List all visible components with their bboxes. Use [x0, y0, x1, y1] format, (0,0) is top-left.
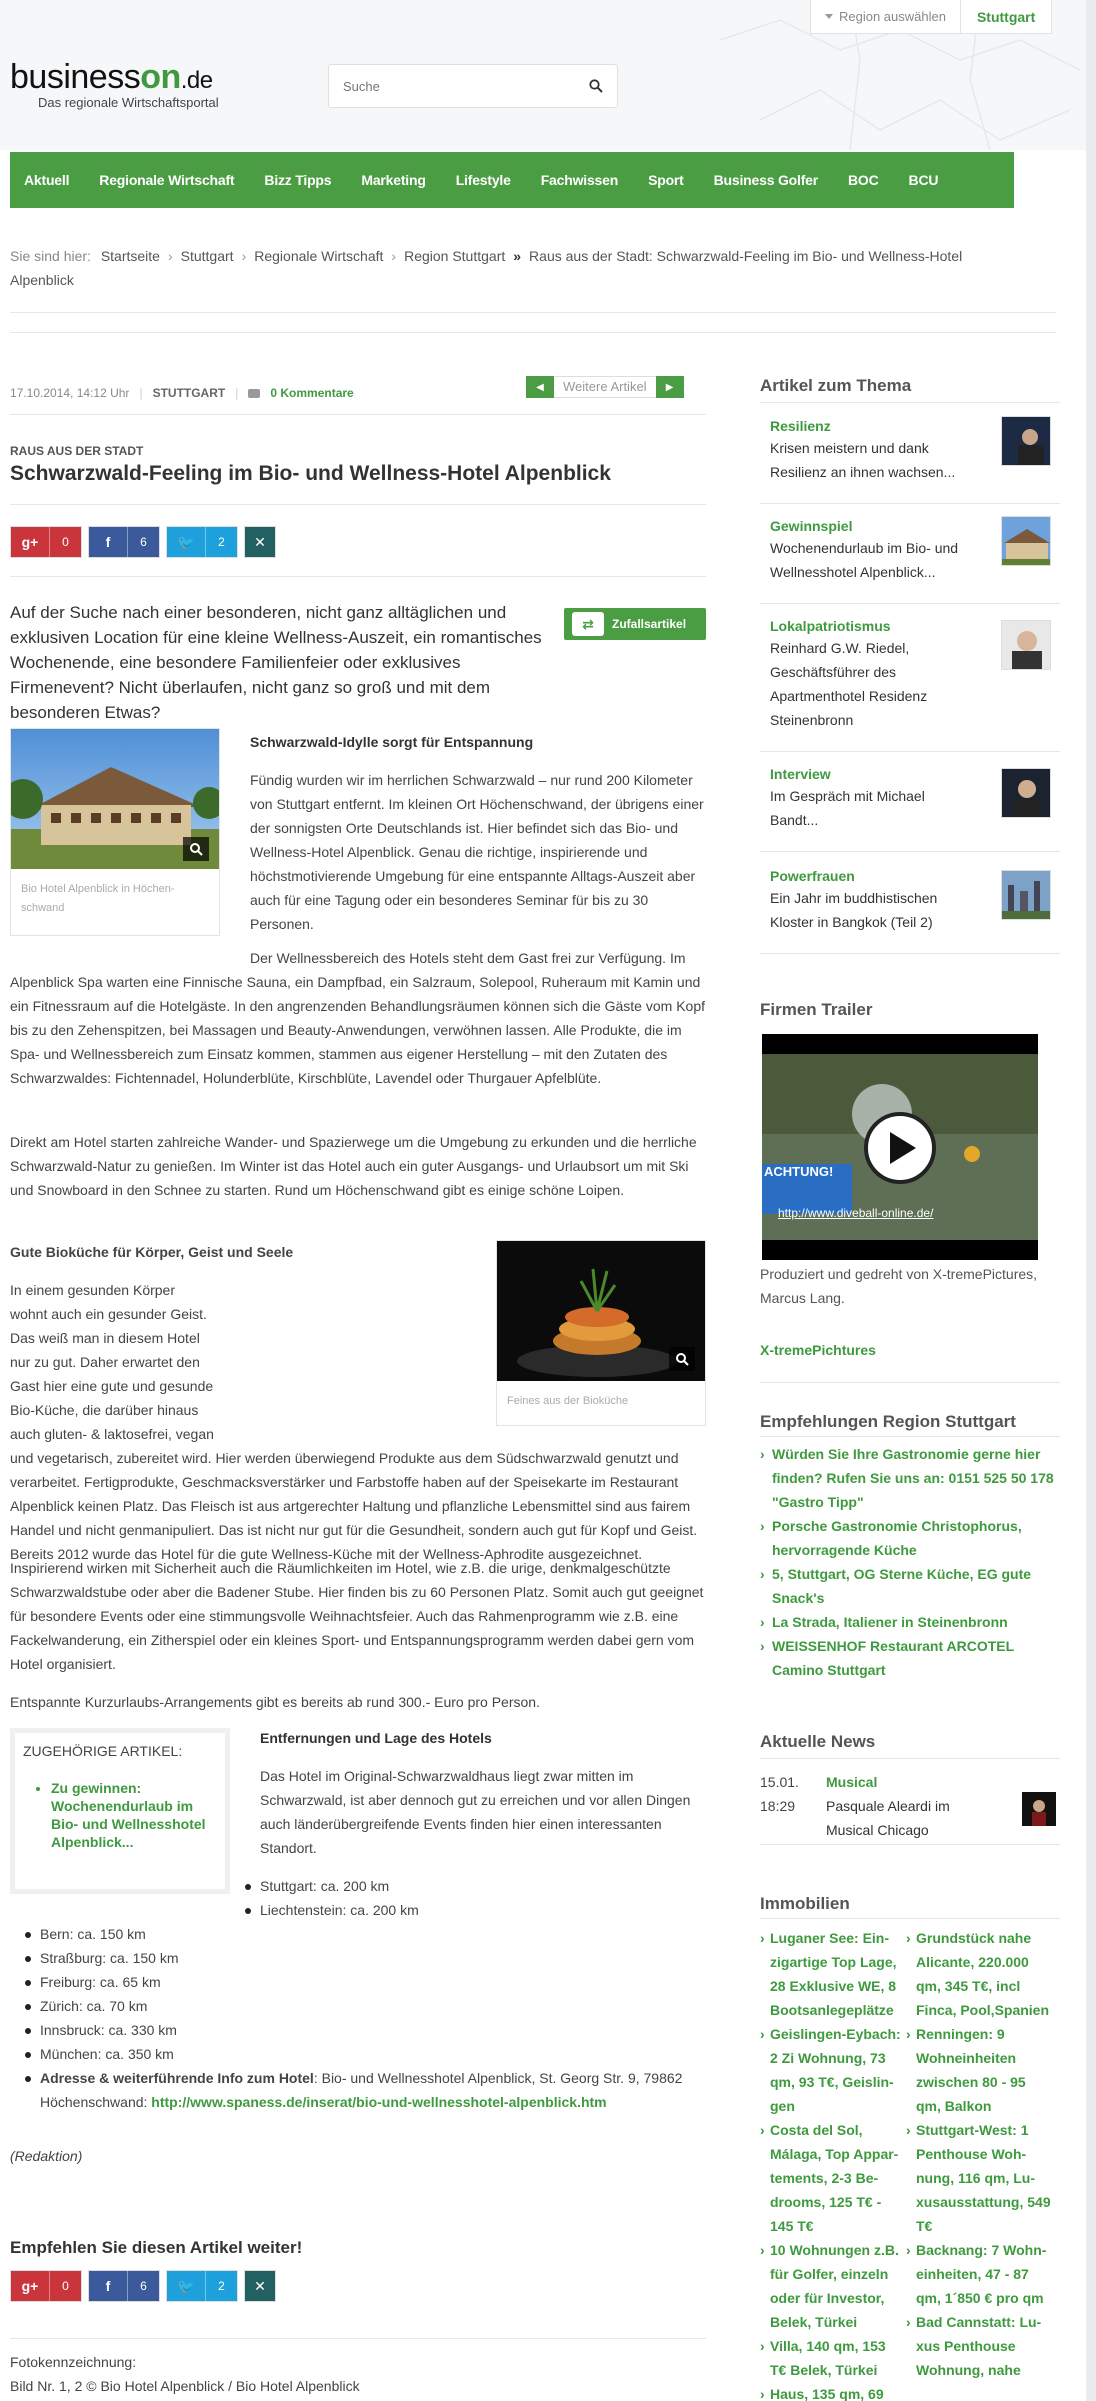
article-date: 17.10.2014, 14:12 Uhr: [10, 386, 130, 400]
xing-icon: ✕: [254, 2277, 266, 2294]
logo[interactable]: [10, 58, 219, 110]
news-item[interactable]: [826, 1770, 996, 1842]
region-selector: [810, 0, 1052, 34]
distance-item: Straßburg: ca. 150 km: [10, 1946, 706, 1970]
nav-item-regionale-wirtschaft[interactable]: Regionale Wirtschaft: [99, 172, 235, 188]
twitter-icon: 🐦: [177, 2277, 195, 2294]
facebook-share-button[interactable]: [88, 2270, 160, 2302]
region-city-link[interactable]: Stuttgart: [976, 9, 1036, 25]
topic-title: Reinhard G.W. Riedel, Geschäftsführer des Apartmenthotel Residenz Steinenbronn: [770, 640, 928, 728]
distance-item: Freiburg: ca. 65 km: [10, 1970, 706, 1994]
photo-credits-label: Fotokennzeichnung:: [10, 2354, 137, 2370]
topic-thumbnail[interactable]: [1001, 620, 1051, 670]
breadcrumb-item[interactable]: Stuttgart: [180, 248, 234, 264]
divider: [760, 1382, 1060, 1383]
divider: [760, 1918, 1060, 1919]
distance-list-a: [230, 1874, 690, 1922]
breadcrumb: Sie sind hier: Startseite › Stuttgart › Regionale Wirtschaft › Region Stuttgart » Raus aus der Stadt: Schwarzwald-Feeling im Bio- und Wellness-Hotel Alpenblick: [10, 248, 963, 288]
topic-thumbnail[interactable]: [1001, 416, 1051, 466]
trailer-caption: Produziert und gedreht von X-tremePictures, Marcus Lang.: [760, 1266, 1038, 1306]
hotel-website-link[interactable]: http://www.spaness.de/inserat/bio-und-wellnesshotel-alpenblick.htm: [151, 2094, 607, 2110]
article-lead: Auf der Suche nach einer besonderen, nicht ganz alltäglichen und exklusiven Location für eine kleine Wellness-Auszeit, ein romantisches Wochenende, eine besondere Familienfeier oder exklusives Firmenevent? Nicht überlaufen, nicht ganz so groß und mit dem besonderen Etwas?: [10, 603, 542, 722]
video-overlay-url: http://www.diveball-online.de/: [778, 1206, 934, 1220]
real-estate-link[interactable]: Geislingen-Eybach: 2 Zi Wohnung, 73 qm, 93 T€, Geislin-gen: [770, 2026, 901, 2114]
distance-item: Zürich: ca. 70 km: [10, 1994, 706, 2018]
real-estate-link[interactable]: Renningen: 9 Wohneinheiten zwischen 80 - 95 qm, Balkon: [916, 2026, 1026, 2114]
breadcrumb-item[interactable]: Region Stuttgart: [404, 248, 506, 264]
twitter-icon: 🐦: [177, 533, 195, 550]
divider: [10, 2338, 706, 2339]
list-item: [760, 1610, 1060, 1634]
previous-article-button[interactable]: ◀: [526, 376, 554, 398]
topic-category: Gewinnspiel: [770, 518, 853, 534]
breadcrumb-label: Sie sind hier:: [10, 248, 91, 264]
logo-text-tld: .de: [180, 67, 213, 94]
divider: [10, 332, 1056, 333]
random-article-label: Zufallsartikel: [612, 617, 687, 631]
random-article-button[interactable]: [564, 608, 706, 640]
recommendation-link[interactable]: Porsche Gastronomie Christophorus, hervorragende Küche: [772, 1518, 1022, 1558]
distance-item: München: ca. 350 km: [10, 2042, 706, 2066]
topic-category: Interview: [770, 766, 831, 782]
recommendations-list: [760, 1442, 1060, 1682]
topic-title: Wochenendurlaub im Bio- und Wellnesshotel Alpenblick...: [770, 540, 959, 580]
zoom-icon[interactable]: [183, 837, 209, 861]
facebook-share-button[interactable]: [88, 526, 160, 558]
recommendation-link[interactable]: Würden Sie Ihre Gastronomie gerne hier finden? Rufen Sie uns an: 0151 525 50 178 "Gastro Tipp": [772, 1446, 1054, 1510]
search-input[interactable]: [329, 65, 569, 107]
address-label: Adresse & weiterführende Info zum Hotel: [40, 2070, 314, 2086]
twitter-count: 2: [205, 527, 237, 557]
gplus-share-button[interactable]: [10, 2270, 82, 2302]
article-paragraph: Inspirierend wirken mit Sicherheit auch die Räumlichkeiten im Hotel, wie z.B. die urige, denkmalgeschützte Schwarzwaldstube oder aber die Badener Stube. Hier finden bis zu 60 Personen Platz. Somit auch gut geeignet für besondere Events oder eine stimmungsvolle Weihnachtsfeier. Auch das Rahmenprogramm wie z.B. eine Fackelwanderung, ein Zitherspiel oder ein kleines Sport- und Entspannungsprogramm werden dabei gern vom Hotel organisiert.: [10, 1560, 704, 1672]
article-section-3: [260, 1726, 706, 1860]
news-thumbnail[interactable]: [1022, 1792, 1056, 1826]
real-estate-column-right: [906, 1926, 1051, 2382]
recommendation-link[interactable]: 5, Stuttgart, OG Sterne Küche, EG gute Snack's: [772, 1566, 1032, 1606]
divider: [760, 1844, 1060, 1845]
article-paragraph: Entspannte Kurzurlaubs-Arrangements gibt es bereits ab rund 300.- Euro pro Person.: [10, 1694, 540, 1710]
nav-item-bizz-tipps[interactable]: Bizz Tipps: [264, 172, 332, 188]
trailer-heading: Firmen Trailer: [760, 1000, 873, 1019]
share-bar-bottom: [10, 2270, 276, 2302]
region-dropdown-label: Region auswählen: [839, 8, 946, 24]
breadcrumb-current: Raus aus der Stadt: Schwarzwald-Feeling im Bio- und Wellness-Hotel Alpenblick: [10, 248, 963, 288]
topic-title: Ein Jahr im buddhistischen Kloster in Bangkok (Teil 2): [770, 890, 938, 930]
photo-credits: Bild Nr. 1, 2 © Bio Hotel Alpenblick / Bio Hotel Alpenblick: [10, 2378, 360, 2394]
article-paragraph: Der Wellnessbereich des Hotels steht dem Gast frei zur Verfügung. Im Alpenblick Spa warten eine Finnische Sauna, ein Dampfbad, ein Salzraum, Solepool, Ruheraum mit Kamin und ein Fitnessraum auf die Hotelgäste. In den angrenzenden Behandlungsräumen können sich die Gäste vom Kopf bis zu den Zehenspitzen, bei Massagen und Beauty-Anwendungen, verwöhnen lassen. Alle Produkte, die im Spa- und Wellnessbereich zum Einsatz kommen, stammen aus eigener Herstellung – mit den Zutaten des Schwarzwaldes: Fichtennadel, Holunderblüte, Kirschblüte, Lavendel oder Thurgauer Apfelblüte.: [10, 950, 705, 1086]
article-paragraph: Fündig wurden wir im herrlichen Schwarzwald – nur rund 200 Kilometer von Stuttgart entfernt. Im kleinen Ort Höchenschwand, der übrigens einer der sonnigsten Orte Deutschlands ist. Hier befindet sich das Bio- und Wellness-Hotel Alpenblick. Genau die richtige, inspirierende und höchstmotivierende Umgebung für eine entspannte Alltags-Auszeit aber auch für eine Tagung oder ein besonderes Seminar für bis zu 30 Personen.: [250, 772, 704, 932]
page-edge: [1086, 0, 1096, 2401]
logo-tagline: Das regionale Wirtschaftsportal: [38, 95, 219, 110]
hotel-image-figure: [10, 728, 220, 936]
xing-share-button[interactable]: [244, 2270, 276, 2302]
recommendation-link[interactable]: La Strada, Italiener in Steinenbronn: [772, 1614, 1008, 1630]
search-box: [328, 64, 618, 108]
topic-category: Resilienz: [770, 418, 831, 434]
article-subheading: Schwarzwald-Idylle sorgt für Entspannung: [250, 734, 534, 750]
nav-item-sport[interactable]: Sport: [648, 172, 684, 188]
article-headline: Schwarzwald-Feeling im Bio- und Wellness-Hotel Alpenblick: [10, 462, 611, 485]
address-text: : Bio- und Wellnesshotel Alpenblick, St. Georg Str. 9, 79862 Höchenschwand:: [40, 2070, 683, 2110]
logo-text-on: on: [140, 58, 181, 96]
gplus-count: 0: [49, 527, 81, 557]
divider: [760, 1758, 1060, 1759]
list-item: [760, 2238, 905, 2334]
facebook-icon: f: [105, 534, 111, 550]
image-caption: Bio Hotel Alpenblick in Höchen-schwand: [21, 883, 175, 914]
chevron-down-icon: [825, 14, 833, 19]
divider: [760, 1436, 1060, 1437]
breadcrumb-item[interactable]: Startseite: [100, 248, 160, 264]
search-icon[interactable]: [589, 79, 603, 93]
topics-heading: Artikel zum Thema: [760, 376, 912, 395]
xing-share-button[interactable]: [244, 526, 276, 558]
list-item: [906, 2118, 1051, 2238]
news-category[interactable]: Musical: [826, 1774, 878, 1790]
news-date: [760, 1770, 799, 1818]
article-paragraph: Direkt am Hotel starten zahlreiche Wander- und Spazierwege um die Umgebung zu erkunden und die herrliche Schwarzwald-Natur zu genießen. Im Winter ist das Hotel auch ein guter Ausgangs- und Urlaubsort um mit Ski und Snowboard in den Schnee zu starten. Rund um Höchenschwand gibt es einige schöne Loipen.: [10, 1134, 697, 1198]
image-caption: Feines aus der Bioküche: [507, 1395, 629, 1407]
topic-title: Krisen meistern und dank Resilienz an ihnen wachsen...: [770, 440, 956, 480]
list-item: [760, 1514, 1060, 1562]
divider: [10, 312, 1056, 313]
list-item: [906, 2238, 1051, 2310]
nav-item-aktuell[interactable]: Aktuell: [24, 172, 70, 188]
news-day: 15.01.: [760, 1774, 799, 1790]
distance-item: Stuttgart: ca. 200 km: [230, 1874, 690, 1898]
logo-text-business: business: [10, 58, 141, 96]
recommendations-heading: Empfehlungen Region Stuttgart: [760, 1412, 1016, 1431]
comment-icon: [248, 389, 260, 398]
real-estate-link[interactable]: Grundstück nahe Alicante, 220.000 qm, 345 T€, incl Finca, Pool,Spanien: [916, 1930, 1050, 2018]
twitter-share-button[interactable]: [166, 526, 238, 558]
real-estate-link[interactable]: Stuttgart-West: 1 Penthouse Woh-nung, 116 qm, Lu-xusausstattung, 549 T€: [916, 2122, 1051, 2234]
nav-item-business-golfer[interactable]: Business Golfer: [713, 172, 819, 188]
nav-item-lifestyle[interactable]: Lifestyle: [455, 172, 511, 188]
region-dropdown[interactable]: [811, 0, 961, 33]
related-articles-box: [10, 1728, 230, 1894]
list-item: [760, 2334, 905, 2382]
list-item: [760, 1562, 1060, 1610]
article-meta: 17.10.2014, 14:12 Uhr | STUTTGART | 0 Kommentare: [10, 386, 354, 400]
facebook-count: 6: [127, 2271, 159, 2301]
xing-icon: ✕: [254, 533, 266, 550]
twitter-share-button[interactable]: [166, 2270, 238, 2302]
list-item: [760, 1442, 1060, 1514]
distance-item: Liechtenstein: ca. 200 km: [230, 1898, 690, 1922]
divider: [10, 576, 706, 577]
divider: [10, 414, 706, 415]
gplus-count: 0: [49, 2271, 81, 2301]
header: [0, 0, 1096, 150]
news-heading: Aktuelle News: [760, 1732, 876, 1751]
topic-thumbnail[interactable]: [1001, 516, 1051, 566]
gplus-icon: g+: [21, 534, 39, 550]
topic-thumbnail[interactable]: [1001, 870, 1051, 920]
nav-item-marketing[interactable]: Marketing: [361, 172, 426, 188]
recommendation-link[interactable]: WEISSENHOF Restaurant ARCOTEL Camino Stuttgart: [772, 1638, 1014, 1678]
shuffle-icon: ⇄: [572, 612, 604, 636]
recommend-heading: Empfehlen Sie diesen Artikel weiter!: [10, 2238, 303, 2257]
article-city: STUTTGART: [152, 386, 226, 400]
article-paragraph: Das Hotel im Original-Schwarzwaldhaus liegt zwar mitten im Schwarzwald, ist aber dennoch gut zu erreichen und vor allen Dingen auch länderübergreifende Events finden hier einen interessanten Standort.: [260, 1768, 691, 1856]
topic-title: Im Gespräch mit Michael Bandt...: [770, 788, 925, 828]
share-bar-top: [10, 526, 276, 558]
address-item: [10, 2066, 706, 2114]
list-item: [906, 1926, 1051, 2022]
article-pager: [526, 376, 684, 398]
list-item: [906, 2022, 1051, 2118]
real-estate-heading: Immobilien: [760, 1894, 850, 1913]
article-author: (Redaktion): [10, 2148, 83, 2164]
article-paragraph-wrap: [10, 1278, 706, 1566]
real-estate-link[interactable]: Luganer See: Ein-zigartige Top Lage, 28 Exklusive WE, 8 Bootsanlegeplätze: [770, 1930, 897, 2018]
list-item: [760, 1634, 1060, 1682]
list-item: [760, 1926, 905, 2022]
real-estate-link[interactable]: Bad Cannstatt: Lu-xus Penthouse Wohnung, nahe: [916, 2314, 1042, 2378]
next-article-button[interactable]: ▶: [656, 376, 684, 398]
divider: [10, 504, 706, 505]
list-item: [906, 2310, 1051, 2382]
breadcrumb-item[interactable]: Regionale Wirtschaft: [254, 248, 384, 264]
article-paragraph: In einem gesunden Körper wohnt auch ein gesunder Geist. Das weiß man in diesem Hotel nur zu gut. Daher erwartet den Gast hier eine gute und gesunde Bio-Küche, die darüber hinaus auch gluten- & laktosefrei, vegan und vegetarisch, zubereitet wird. Hier werden überwiegend Produkte aus dem Südschwarzwald genutzt und verarbeitet. Fertigprodukte, Geschmacksverstärker und Farbstoffe haben auf der Speisekarte im Restaurant Alpenblick keinen Platz. Das Fleisch ist aus artgerechter Haltung und pflanzliche Lebensmittel sind aus fairem Handel und nicht genmanipuliert. Das ist nicht nur gut für die Gesundheit, sondern auch gut für Kopf und Geist. Bereits 2012 wurde das Hotel für die gute Wellness-Küche mit der Wellness-Aphrodite ausgezeichnet.: [10, 1282, 698, 1562]
topic-category: Lokalpatriotismus: [770, 618, 891, 634]
real-estate-link[interactable]: Backnang: 7 Wohn-einheiten, 47 - 87 qm, 1´850 € pro qm: [916, 2242, 1047, 2306]
gplus-share-button[interactable]: [10, 526, 82, 558]
play-icon[interactable]: [864, 1112, 936, 1184]
divider: [760, 402, 1060, 403]
article-subheading: Entfernungen und Lage des Hotels: [260, 1730, 492, 1746]
news-title: Pasquale Aleardi im Musical Chicago: [826, 1798, 950, 1838]
real-estate-link[interactable]: Haus, 135 qm, 69: [770, 2386, 884, 2401]
topic-category: Powerfrauen: [770, 868, 855, 884]
distance-list-b: [10, 1922, 706, 2114]
facebook-count: 6: [127, 527, 159, 557]
list-item: [760, 2382, 905, 2401]
list-item: [760, 2022, 905, 2118]
related-article-link[interactable]: Zu gewinnen: Wochenendurlaub im Bio- und Wellnesshotel Alpenblick...: [51, 1780, 206, 1850]
nav-item-fachwissen[interactable]: Fachwissen: [540, 172, 619, 188]
article-kicker: RAUS AUS DER STADT: [10, 444, 144, 458]
topic-thumbnail[interactable]: [1001, 768, 1051, 818]
real-estate-link[interactable]: 10 Wohnungen z.B. für Golfer, einzeln oder für Investor, Belek, Türkei: [770, 2242, 899, 2330]
related-articles-title: ZUGEHÖRIGE ARTIKEL:: [23, 1743, 183, 1759]
gplus-icon: g+: [21, 2278, 39, 2294]
facebook-icon: f: [105, 2278, 111, 2294]
real-estate-link[interactable]: Villa, 140 qm, 153 T€ Belek, Türkei: [770, 2338, 886, 2378]
real-estate-column-left: [760, 1926, 905, 2401]
news-time: 18:29: [760, 1798, 796, 1814]
nav-item-boc[interactable]: BOC: [848, 172, 879, 188]
more-articles-label: Weitere Artikel: [563, 379, 647, 394]
list-item: [760, 2118, 905, 2238]
main-nav: [10, 152, 1014, 208]
trailer-link[interactable]: X-tremePichtures: [760, 1342, 876, 1358]
twitter-count: 2: [205, 2271, 237, 2301]
video-overlay-text: ACHTUNG!: [764, 1164, 834, 1179]
real-estate-link[interactable]: Costa del Sol, Málaga, Top Appar-tements, 2-3 Be-drooms, 125 T€ - 145 T€: [770, 2122, 899, 2234]
distance-item: Innsbruck: ca. 330 km: [10, 2018, 706, 2042]
article-section-1: [250, 730, 706, 936]
distance-item: Bern: ca. 150 km: [10, 1922, 706, 1946]
nav-item-bcu[interactable]: BCU: [908, 172, 939, 188]
video-player[interactable]: [762, 1034, 1038, 1260]
comments-link[interactable]: 0 Kommentare: [270, 386, 354, 400]
article-subheading: Gute Bioküche für Körper, Geist und Seele: [10, 1244, 294, 1260]
